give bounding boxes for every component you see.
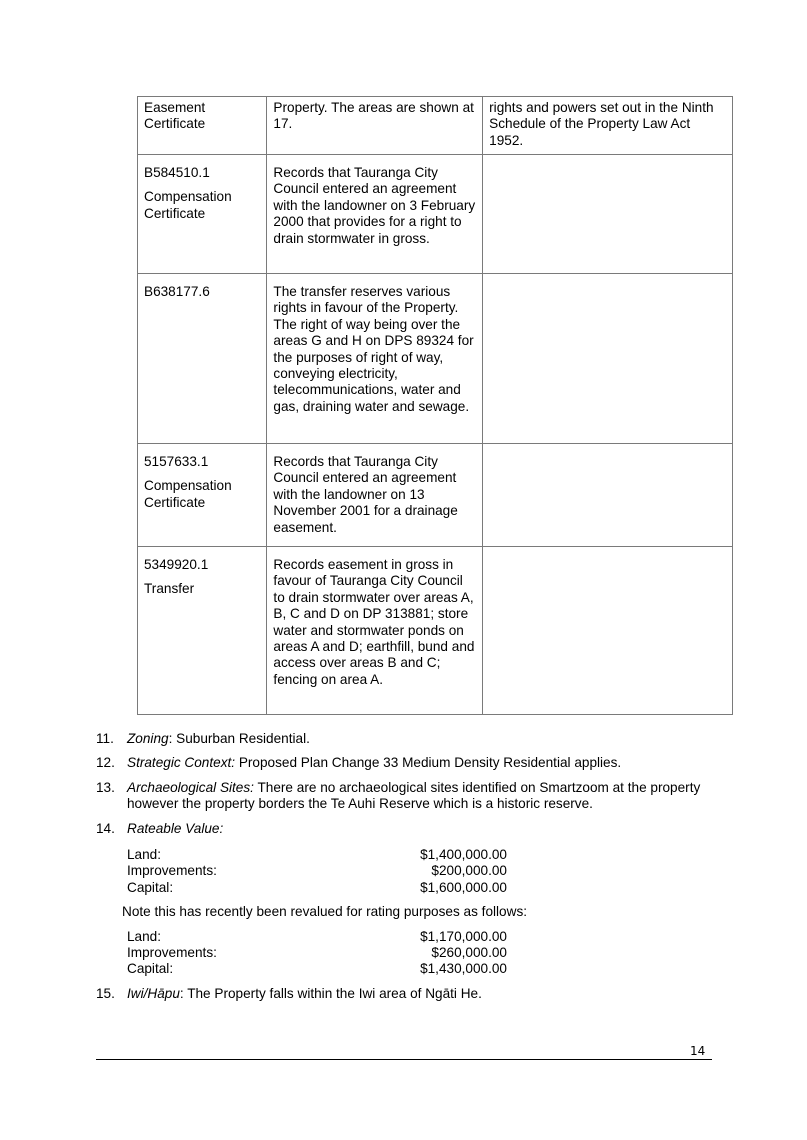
- item-text: : Suburban Residential.: [168, 731, 310, 746]
- list-item-rateable-value: [96, 821, 736, 978]
- item-label: Zoning: [127, 731, 169, 746]
- property-details-list: [96, 731, 736, 1010]
- value-row-capital: Capital: $1,600,000.00: [127, 879, 507, 895]
- current-values: [127, 847, 507, 896]
- table-row: [138, 547, 733, 715]
- item-label: Archaeological Sites:: [127, 779, 254, 795]
- item-number: 13.: [96, 779, 115, 795]
- table-row: [138, 155, 733, 274]
- instrument-notes: rights and powers set out in the Ninth Schedule of the Property Law Act 1952.: [489, 100, 714, 148]
- table-row: [138, 97, 733, 155]
- item-text: : The Property falls within the Iwi area of Ngāti He.: [179, 985, 482, 1001]
- value-row-land: Land: $1,400,000.00: [127, 847, 507, 863]
- list-item-iwi: [96, 986, 736, 1002]
- instrument-type: Compensation Certificate: [144, 189, 232, 221]
- value-row-improvements: Improvements: $200,000.00: [127, 863, 507, 879]
- value-row-capital: Capital: $1,430,000.00: [127, 961, 507, 977]
- item-text: Proposed Plan Change 33 Medium Density Residential applies.: [235, 755, 622, 771]
- list-item-archaeological-sites: [96, 780, 736, 813]
- item-number: 14.: [96, 820, 115, 836]
- footer-divider: [96, 1059, 712, 1060]
- item-text: There are no archaeological sites identified on Smartzoom at the property however the property borders the Te Auhi Reserve which is a historic reserve.: [127, 779, 701, 812]
- item-label: Strategic Context:: [127, 755, 236, 771]
- instrument-number: 5349920.1: [144, 557, 209, 572]
- easement-table: [137, 96, 733, 715]
- revalued-values: [127, 929, 507, 978]
- table-row: [138, 444, 733, 547]
- item-number: 12.: [96, 755, 115, 771]
- instrument-number: B584510.1: [144, 165, 210, 180]
- page-number: 14: [690, 1044, 706, 1058]
- instrument-type: Transfer: [144, 581, 195, 597]
- revaluation-note: Note this has recently been revalued for rating purposes as follows:: [122, 904, 528, 920]
- instrument-description: The transfer reserves various rights in favour of the Property. The right of way being over the areas G and H on DPS 89324 for the purposes of right of way, conveying electricity, telecommunications, water and gas, draining water and sewage.: [273, 284, 474, 414]
- item-label: Iwi/Hāpu: [127, 985, 180, 1001]
- instrument-type: Compensation Certificate: [144, 478, 232, 510]
- item-number: 11.: [96, 731, 114, 746]
- value-row-improvements: Improvements: $260,000.00: [127, 945, 507, 961]
- value-row-land: Land: $1,170,000.00: [127, 928, 507, 944]
- item-label: Rateable Value:: [127, 820, 224, 836]
- item-number: 15.: [96, 985, 115, 1001]
- instrument-description: Records easement in gross in favour of Tauranga City Council to drain stormwater over areas A, B, C and D on DP 313881; store water and stormwater ponds on areas A and D; earthfill, bund and access over areas B and C; fencing on area A.: [273, 557, 475, 687]
- instrument-type: Easement Certificate: [144, 100, 206, 132]
- instrument-description: Property. The areas are shown at 17.: [273, 100, 474, 132]
- instrument-number: 5157633.1: [144, 454, 209, 469]
- list-item-strategic-context: [96, 755, 736, 771]
- instrument-description: Records that Tauranga City Council entered an agreement with the landowner on 3 February 2000 that provides for a right to drain stormwater in gross.: [273, 165, 476, 246]
- instrument-description: Records that Tauranga City Council entered an agreement with the landowner on 13 November 2001 for a drainage easement.: [273, 454, 458, 535]
- list-item-zoning: [96, 731, 736, 747]
- instrument-number: B638177.6: [144, 284, 210, 299]
- table-row: [138, 274, 733, 444]
